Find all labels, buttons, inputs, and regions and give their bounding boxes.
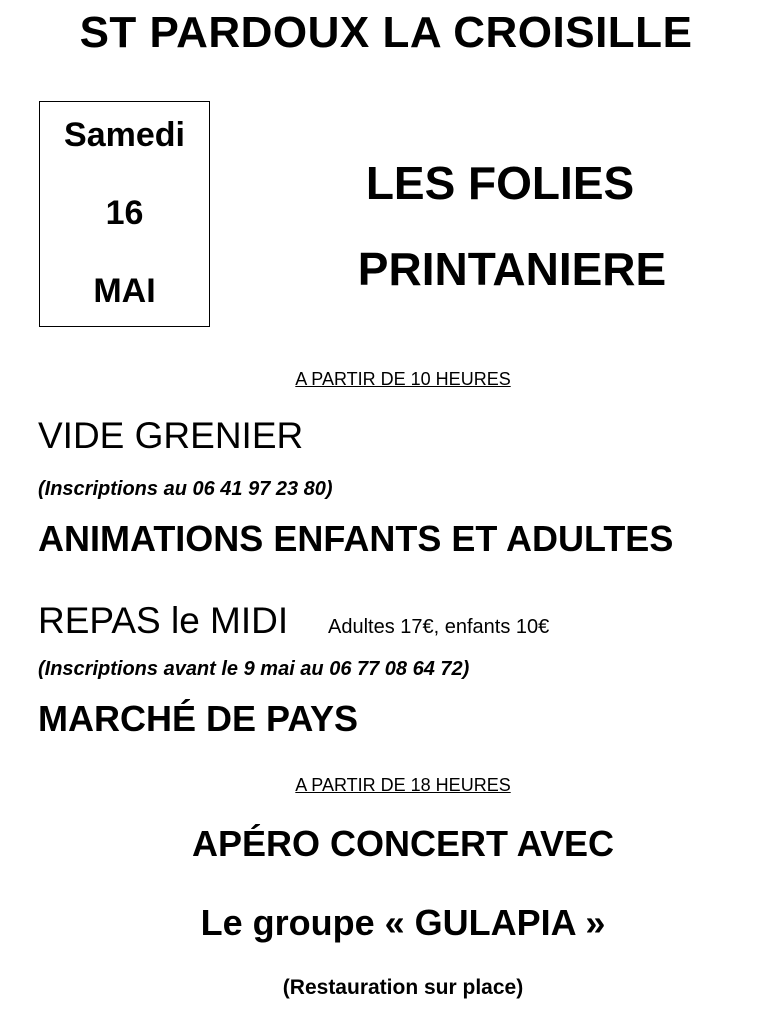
apero-heading: APÉRO CONCERT AVEC [191,823,615,864]
morning-time-label: A PARTIR DE 10 HEURES [295,369,511,389]
evening-time-label: A PARTIR DE 18 HEURES [295,775,511,795]
marche-heading: MARCHÉ DE PAYS [38,698,359,739]
vide-grenier-heading: VIDE GRENIER [38,415,304,456]
repas-prices: Adultes 17€, enfants 10€ [328,616,550,638]
event-title-line1: LES FOLIES [365,157,635,209]
day-number: 16 [105,194,144,232]
date-box [39,101,210,327]
town-title: ST PARDOUX LA CROISILLE [79,8,693,57]
band-name: Le groupe « GULAPIA » [200,902,606,943]
day-name: Samedi [64,116,185,154]
month: MAI [93,272,156,310]
event-title-line2: PRINTANIERE [357,243,667,295]
animations-heading: ANIMATIONS ENFANTS ET ADULTES [38,518,674,559]
repas-registration: (Inscriptions avant le 9 mai au 06 77 08 64 72) [38,658,470,680]
repas-heading: REPAS le MIDI [38,600,289,641]
restauration-note: (Restauration sur place) [282,976,524,999]
vide-grenier-registration: (Inscriptions au 06 41 97 23 80) [38,478,333,500]
